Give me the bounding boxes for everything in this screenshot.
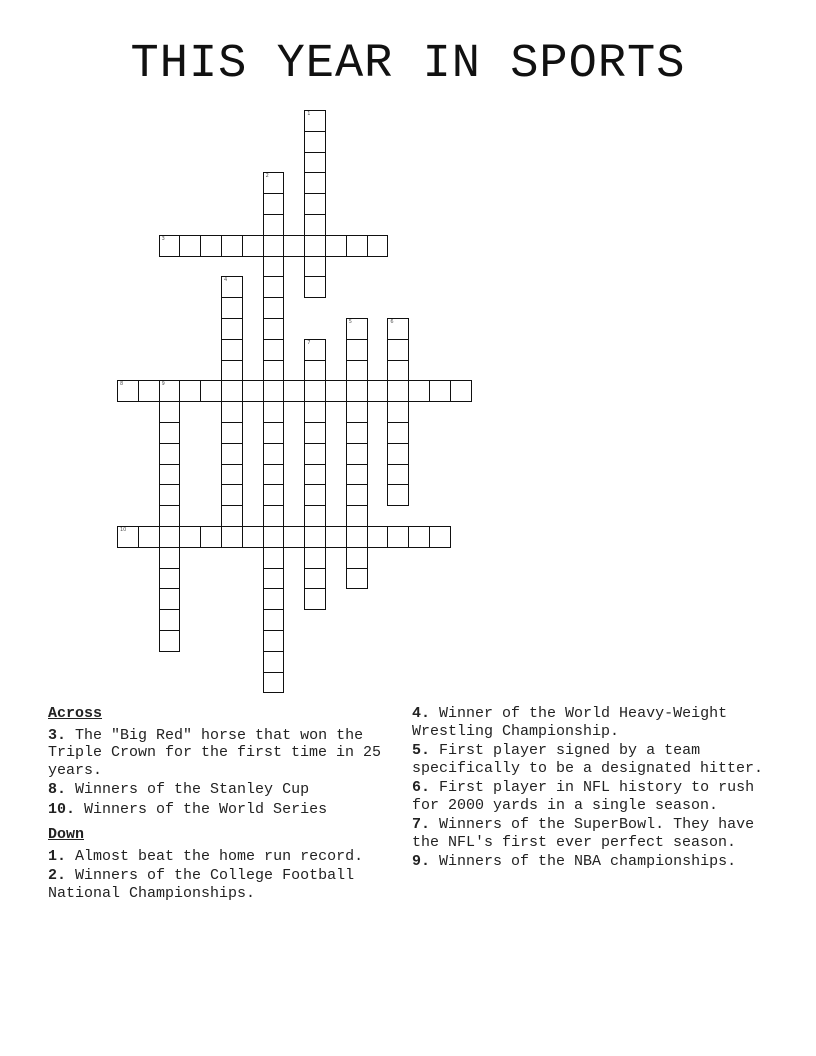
grid-cell[interactable] — [221, 297, 243, 319]
grid-cell[interactable] — [263, 172, 285, 194]
clue-across-10: 10. Winners of the World Series — [48, 800, 328, 818]
grid-cell[interactable] — [283, 380, 305, 402]
grid-cell[interactable] — [221, 422, 243, 444]
grid-cell[interactable] — [159, 464, 181, 486]
grid-cell[interactable] — [346, 318, 368, 340]
grid-cell[interactable] — [387, 526, 409, 548]
grid-cell[interactable] — [242, 526, 264, 548]
grid-cell[interactable] — [263, 568, 285, 590]
grid-cell[interactable] — [200, 380, 222, 402]
grid-cell[interactable] — [387, 484, 409, 506]
grid-cell[interactable] — [263, 360, 285, 382]
grid-cell[interactable] — [263, 235, 285, 257]
grid-cell[interactable] — [159, 401, 181, 423]
grid-cell[interactable] — [304, 484, 326, 506]
grid-cell[interactable] — [221, 318, 243, 340]
grid-cell[interactable] — [221, 526, 243, 548]
grid-cell[interactable] — [159, 484, 181, 506]
grid-cell[interactable] — [346, 422, 368, 444]
grid-cell[interactable] — [346, 443, 368, 465]
grid-cell[interactable] — [159, 235, 181, 257]
grid-cell[interactable] — [304, 422, 326, 444]
clue-down-7: 7. Winners of the SuperBowl. They have the NFL's first ever perfect season. — [412, 816, 755, 851]
grid-cell[interactable] — [429, 380, 451, 402]
grid-cell[interactable] — [263, 547, 285, 569]
clues-right-column — [412, 705, 764, 873]
grid-cell[interactable] — [325, 526, 347, 548]
grid-cell[interactable] — [367, 526, 389, 548]
grid-cell[interactable] — [159, 505, 181, 527]
grid-cell[interactable] — [221, 401, 243, 423]
grid-cell[interactable] — [304, 256, 326, 278]
grid-cell[interactable] — [263, 401, 285, 423]
grid-cell[interactable] — [346, 235, 368, 257]
grid-cell[interactable] — [221, 339, 243, 361]
grid-cell[interactable] — [221, 380, 243, 402]
grid-cell[interactable] — [304, 276, 326, 298]
grid-cell[interactable] — [200, 235, 222, 257]
grid-cell[interactable] — [159, 547, 181, 569]
grid-cell[interactable] — [138, 380, 160, 402]
grid-cell[interactable] — [304, 588, 326, 610]
grid-cell[interactable] — [263, 318, 285, 340]
grid-cell[interactable] — [304, 172, 326, 194]
grid-cell[interactable] — [346, 568, 368, 590]
grid-cell[interactable] — [263, 630, 285, 652]
grid-cell[interactable] — [346, 360, 368, 382]
grid-cell[interactable] — [179, 526, 201, 548]
grid-cell[interactable] — [159, 380, 181, 402]
grid-cell[interactable] — [346, 526, 368, 548]
grid-cell[interactable] — [304, 131, 326, 153]
grid-cell[interactable] — [304, 110, 326, 132]
cell-number: 9 — [161, 381, 165, 388]
grid-cell[interactable] — [263, 193, 285, 215]
grid-cell[interactable] — [221, 276, 243, 298]
grid-cell[interactable] — [304, 505, 326, 527]
grid-cell[interactable] — [408, 526, 430, 548]
grid-cell[interactable] — [263, 505, 285, 527]
grid-cell[interactable] — [221, 505, 243, 527]
grid-cell[interactable] — [179, 380, 201, 402]
cell-number: 4 — [224, 277, 228, 284]
grid-cell[interactable] — [387, 380, 409, 402]
grid-cell[interactable] — [304, 568, 326, 590]
grid-cell[interactable] — [221, 484, 243, 506]
grid-cell[interactable] — [408, 380, 430, 402]
grid-cell[interactable] — [263, 672, 285, 694]
cell-number: 6 — [390, 319, 394, 325]
grid-cell[interactable] — [304, 526, 326, 548]
clue-down-5: 5. First player signed by a team specifically to be a designated hitter. — [412, 742, 764, 777]
grid-cell[interactable] — [242, 235, 264, 257]
grid-cell[interactable] — [304, 214, 326, 236]
grid-cell[interactable] — [263, 651, 285, 673]
grid-cell[interactable] — [283, 235, 305, 257]
page-title: THIS YEAR IN SPORTS — [130, 38, 686, 91]
grid-cell[interactable] — [346, 380, 368, 402]
grid-cell[interactable] — [304, 235, 326, 257]
grid-cell[interactable] — [263, 526, 285, 548]
grid-cell[interactable] — [159, 609, 181, 631]
grid-cell[interactable] — [346, 505, 368, 527]
grid-cell[interactable] — [159, 588, 181, 610]
grid-cell[interactable] — [304, 464, 326, 486]
grid-cell[interactable] — [450, 380, 472, 402]
cell-number: 1 — [307, 111, 311, 117]
grid-cell[interactable] — [159, 630, 181, 652]
grid-cell[interactable] — [263, 464, 285, 486]
grid-cell[interactable] — [263, 256, 285, 278]
clue-across-8: 8. Winners of the Stanley Cup — [48, 781, 310, 798]
grid-cell[interactable] — [367, 380, 389, 402]
cell-number: 10 — [120, 527, 127, 533]
grid-cell[interactable] — [117, 526, 139, 548]
grid-cell[interactable] — [304, 193, 326, 215]
grid-cell[interactable] — [304, 339, 326, 361]
grid-cell[interactable] — [263, 443, 285, 465]
grid-cell[interactable] — [221, 360, 243, 382]
grid-cell[interactable] — [221, 464, 243, 486]
across-heading: Across — [48, 705, 103, 722]
grid-cell[interactable] — [387, 443, 409, 465]
grid-cell[interactable] — [387, 401, 409, 423]
grid-cell[interactable] — [138, 526, 160, 548]
grid-cell[interactable] — [283, 526, 305, 548]
cell-number: 7 — [307, 339, 311, 346]
grid-cell[interactable] — [263, 484, 285, 506]
grid-cell[interactable] — [387, 360, 409, 382]
grid-cell[interactable] — [159, 568, 181, 590]
grid-cell[interactable] — [304, 443, 326, 465]
clue-down-9: 9. Winners of the NBA championships. — [412, 853, 737, 870]
grid-cell[interactable] — [179, 235, 201, 257]
grid-cell[interactable] — [242, 380, 264, 402]
grid-cell[interactable] — [159, 526, 181, 548]
grid-cell[interactable] — [159, 422, 181, 444]
grid-cell[interactable] — [221, 443, 243, 465]
grid-cell[interactable] — [117, 380, 139, 402]
clue-down-2: 2. Winners of the College Football National Championships. — [48, 867, 355, 902]
grid-cell[interactable] — [387, 318, 409, 340]
cell-number: 3 — [161, 235, 165, 242]
grid-cell[interactable] — [304, 360, 326, 382]
grid-cell[interactable] — [304, 401, 326, 423]
grid-cell[interactable] — [429, 526, 451, 548]
grid-cell[interactable] — [387, 422, 409, 444]
grid-cell[interactable] — [263, 588, 285, 610]
grid-cell[interactable] — [346, 464, 368, 486]
clue-across-3: 3. The "Big Red" horse that won the Triple Crown for the first time in 25 years. — [48, 726, 382, 779]
grid-cell[interactable] — [304, 380, 326, 402]
clue-down-1: 1. Almost beat the home run record. — [48, 847, 364, 865]
cell-number: 5 — [348, 319, 352, 325]
clue-down-6: 6. First player in NFL history to rush for 2000 yards in a single season. — [412, 779, 755, 814]
grid-cell[interactable] — [263, 422, 285, 444]
grid-cell[interactable] — [263, 276, 285, 298]
grid-cell[interactable] — [263, 214, 285, 236]
grid-cell[interactable] — [304, 152, 326, 174]
grid-cell[interactable] — [159, 443, 181, 465]
grid-cell[interactable] — [325, 235, 347, 257]
grid-cell[interactable] — [304, 547, 326, 569]
grid-cell[interactable] — [263, 609, 285, 631]
cell-number: 8 — [120, 381, 124, 388]
grid-cell[interactable] — [221, 235, 243, 257]
down-heading: Down — [48, 826, 85, 843]
grid-cell[interactable] — [387, 339, 409, 361]
grid-cell[interactable] — [346, 547, 368, 569]
grid-cell[interactable] — [200, 526, 222, 548]
clue-down-4: 4. Winner of the World Heavy-Weight Wrestling Championship. — [412, 705, 728, 740]
grid-cell[interactable] — [346, 401, 368, 423]
grid-cell[interactable] — [367, 235, 389, 257]
clues-left-column — [48, 705, 400, 904]
grid-cell[interactable] — [263, 339, 285, 361]
grid-cell[interactable] — [263, 297, 285, 319]
grid-cell[interactable] — [346, 339, 368, 361]
grid-cell[interactable] — [325, 380, 347, 402]
grid-cell[interactable] — [263, 380, 285, 402]
grid-cell[interactable] — [346, 484, 368, 506]
grid-cell[interactable] — [387, 464, 409, 486]
cell-number: 2 — [265, 173, 269, 180]
